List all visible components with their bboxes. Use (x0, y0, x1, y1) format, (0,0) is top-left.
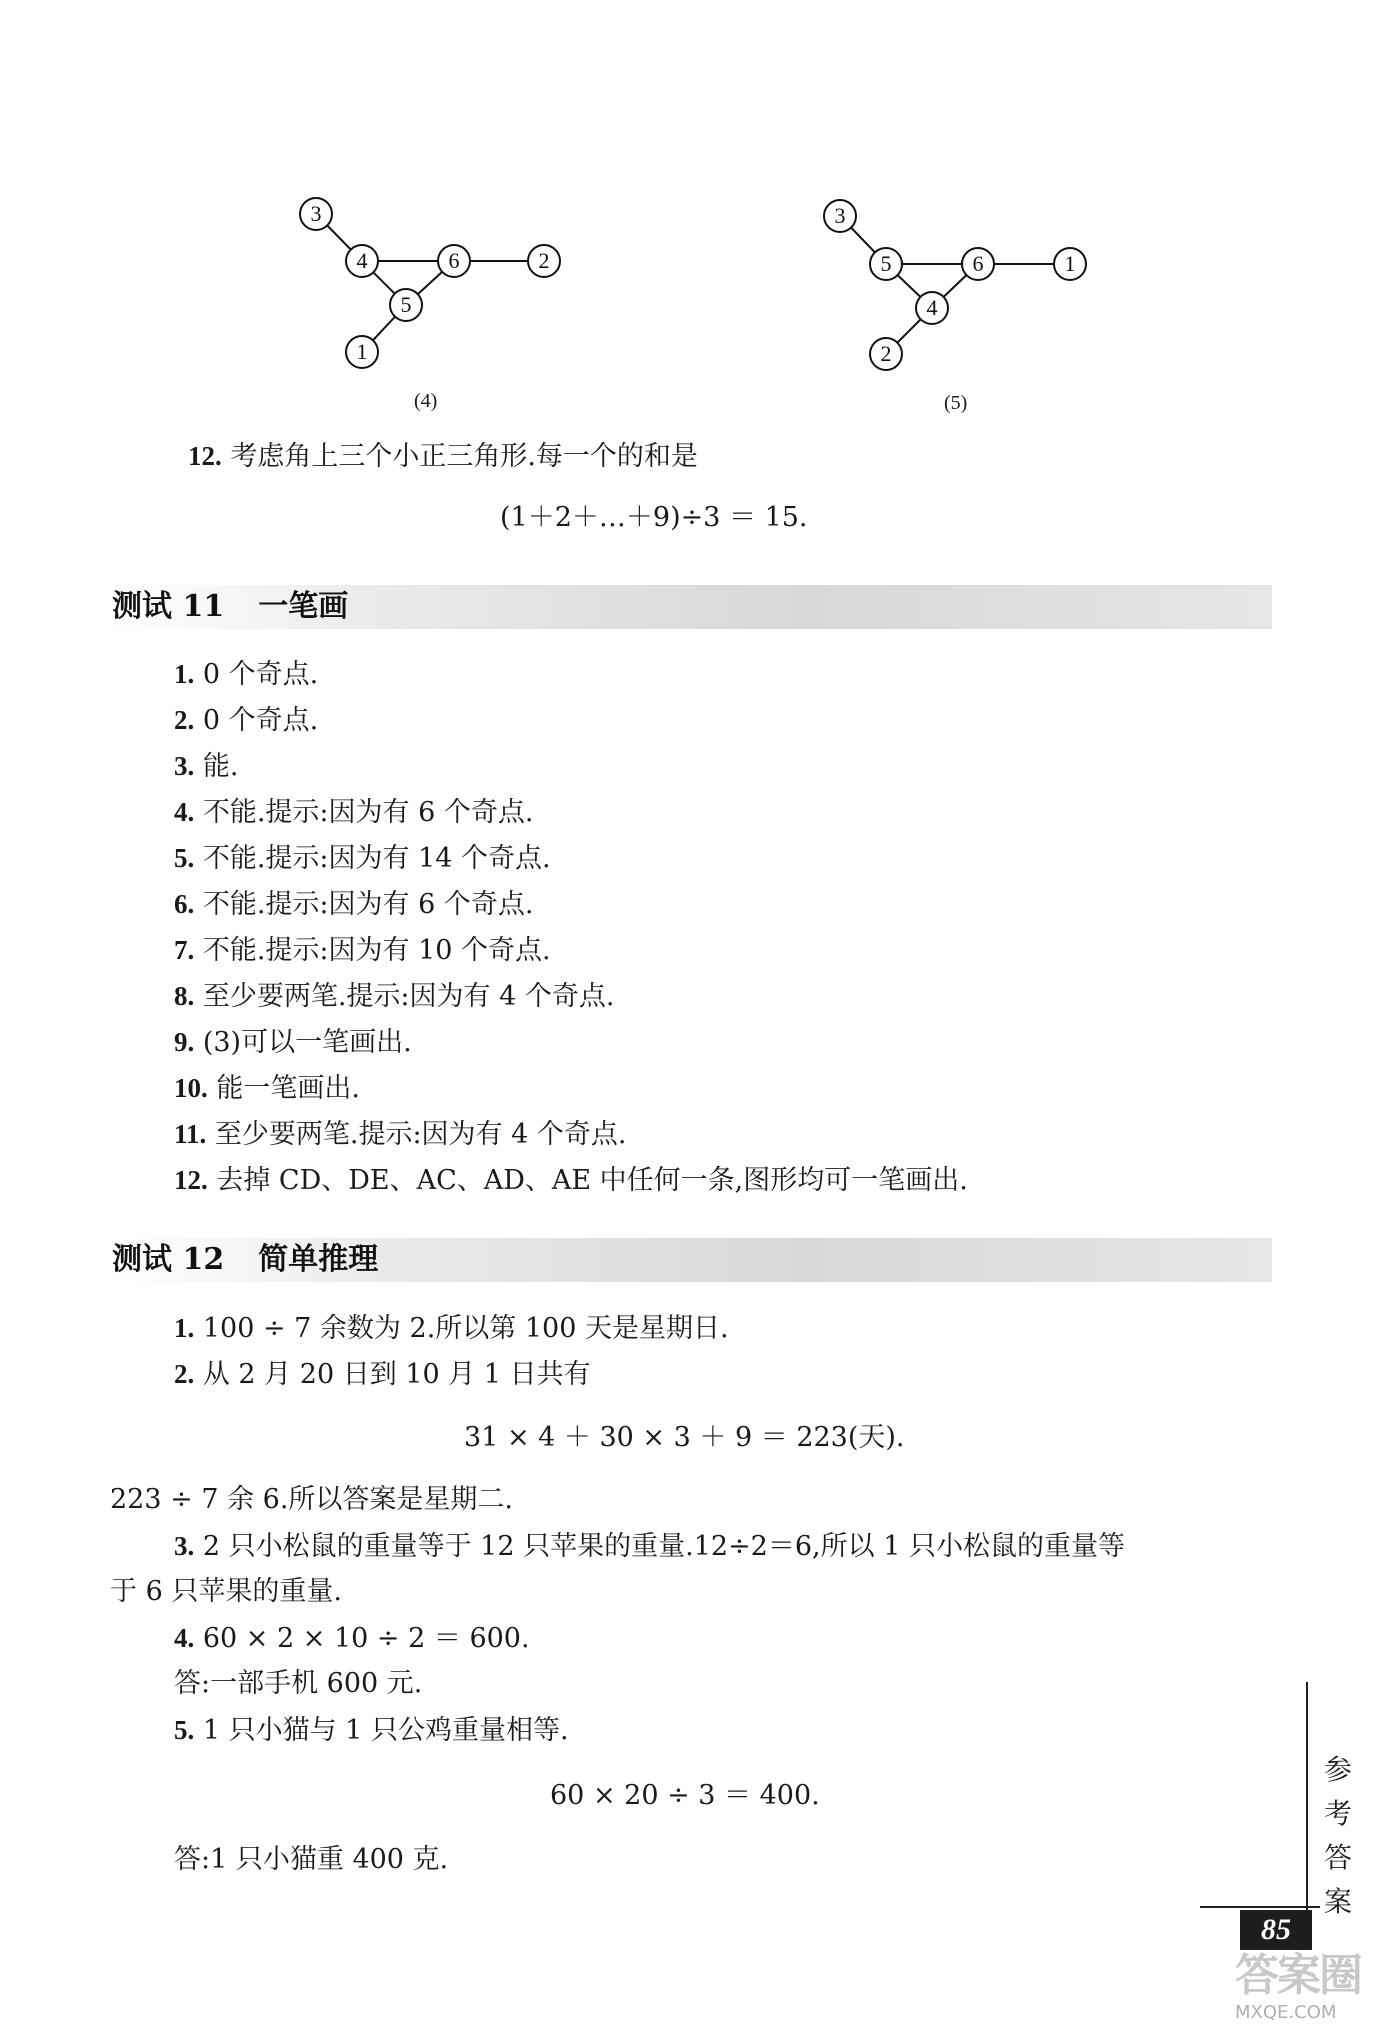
answer-text: 答:一部手机 600 元. (174, 1668, 423, 1699)
answer-text: 答:1 只小猫重 400 克. (174, 1844, 449, 1875)
watermark-logo: 答案圈 (1235, 1950, 1361, 2001)
item-number: 5. (174, 1715, 195, 1745)
list-item (174, 1070, 360, 1107)
list-item (174, 656, 318, 693)
list-item (174, 1116, 626, 1153)
item-number: 12. (174, 1165, 208, 1195)
node-label: 3 (834, 203, 846, 228)
list-item (174, 1356, 591, 1393)
item-text: 100 ÷ 7 余数为 2.所以第 100 天是星期日. (202, 1313, 729, 1344)
item-number: 3. (174, 1531, 195, 1561)
item-text: 2 只小松鼠的重量等于 12 只苹果的重量.12÷2＝6,所以 1 只小松鼠的重量等 (202, 1531, 1125, 1562)
item-number: 10. (174, 1073, 208, 1103)
item-text: 60 × 2 × 10 ÷ 2 ＝ 600. (202, 1623, 530, 1654)
item-number: 2. (174, 1359, 195, 1389)
section-title (112, 587, 348, 627)
item-text: 0 个奇点. (202, 659, 319, 690)
item-number: 4. (174, 1623, 195, 1653)
list-item (174, 702, 318, 739)
page-rule (1200, 1906, 1320, 1908)
list-item (174, 886, 533, 923)
item-text: 不能.提示:因为有 6 个奇点. (202, 797, 534, 828)
node-label: 5 (400, 292, 412, 317)
list-item (174, 1620, 530, 1657)
diagram-caption-5: (5) (944, 392, 968, 414)
item-text: 至少要两笔.提示:因为有 4 个奇点. (202, 981, 615, 1012)
graph-diagram-4 (290, 190, 590, 390)
list-item (174, 1712, 569, 1749)
node-label: 4 (926, 295, 938, 320)
node-label: 2 (538, 248, 550, 273)
list-item (174, 1528, 1125, 1565)
section-header-11 (108, 585, 1272, 629)
item-number: 4. (174, 797, 195, 827)
equation-q12: (1＋2＋…＋9)÷3 ＝ 15. (500, 502, 808, 533)
item-text: 能一笔画出. (216, 1073, 360, 1104)
node-label: 6 (448, 248, 460, 273)
watermark-url: MXQE.COM (1235, 2002, 1337, 2023)
node-label: 6 (972, 251, 984, 276)
item-number: 3. (174, 751, 195, 781)
item-text: (3)可以一笔画出. (202, 1027, 412, 1058)
list-item (174, 978, 614, 1015)
sidebar-label: 参考答案 (1323, 1753, 1352, 1918)
item-number: 6. (174, 889, 195, 919)
list-item (174, 1310, 729, 1347)
item-number: 1. (174, 659, 195, 689)
node-label: 4 (356, 248, 368, 273)
question-text: 考虑角上三个小正三角形.每一个的和是 (230, 441, 698, 472)
item-text-continued: 于 6 只苹果的重量. (110, 1576, 342, 1607)
section-number: 测试 11 (112, 589, 225, 624)
section-title (112, 1240, 378, 1280)
item-text: 0 个奇点. (202, 705, 319, 736)
section-number: 测试 12 (112, 1242, 225, 1277)
watermark (1235, 1950, 1385, 2035)
item-number: 9. (174, 1027, 195, 1057)
item-number: 2. (174, 705, 195, 735)
node-label: 1 (1064, 251, 1076, 276)
item-text: 不能.提示:因为有 6 个奇点. (202, 889, 534, 920)
item-text: 不能.提示:因为有 10 个奇点. (202, 935, 551, 966)
sidebar-rule (1306, 1682, 1308, 1922)
equation-q5: 60 × 20 ÷ 3 ＝ 400. (550, 1780, 820, 1811)
section-header-12 (108, 1238, 1272, 1282)
item-text: 去掉 CD、DE、AC、AD、AE 中任何一条,图形均可一笔画出. (216, 1165, 968, 1196)
list-item (174, 932, 551, 969)
list-item (174, 840, 551, 877)
item-text: 1 只小猫与 1 只公鸡重量相等. (202, 1715, 569, 1746)
section-name: 简单推理 (258, 1242, 379, 1277)
item-number: 8. (174, 981, 195, 1011)
graph-diagram-5 (814, 192, 1114, 392)
item-text: 能. (202, 751, 239, 782)
item-number: 1. (174, 1313, 195, 1343)
list-item (174, 1024, 412, 1061)
node-label: 2 (880, 341, 892, 366)
page-number: 85 (1240, 1910, 1312, 1950)
diagram-caption-4: (4) (414, 390, 438, 412)
list-item (174, 748, 238, 785)
item-number: 11. (174, 1119, 207, 1149)
item-number: 7. (174, 935, 195, 965)
equation-q2: 31 × 4 ＋ 30 × 3 ＋ 9 ＝ 223(天). (464, 1422, 905, 1453)
item-text: 至少要两笔.提示:因为有 4 个奇点. (214, 1119, 627, 1150)
list-item (174, 794, 533, 831)
list-item (174, 1162, 968, 1199)
item-text: 从 2 月 20 日到 10 月 1 日共有 (202, 1359, 591, 1390)
question-number: 12. (188, 441, 222, 471)
node-label: 3 (310, 201, 322, 226)
section-name: 一笔画 (258, 589, 349, 624)
node-label: 5 (880, 251, 892, 276)
node-label: 1 (356, 339, 368, 364)
question-12-prev (188, 438, 698, 475)
answer-text: 223 ÷ 7 余 6.所以答案是星期二. (110, 1484, 514, 1515)
item-text: 不能.提示:因为有 14 个奇点. (202, 843, 551, 874)
item-number: 5. (174, 843, 195, 873)
